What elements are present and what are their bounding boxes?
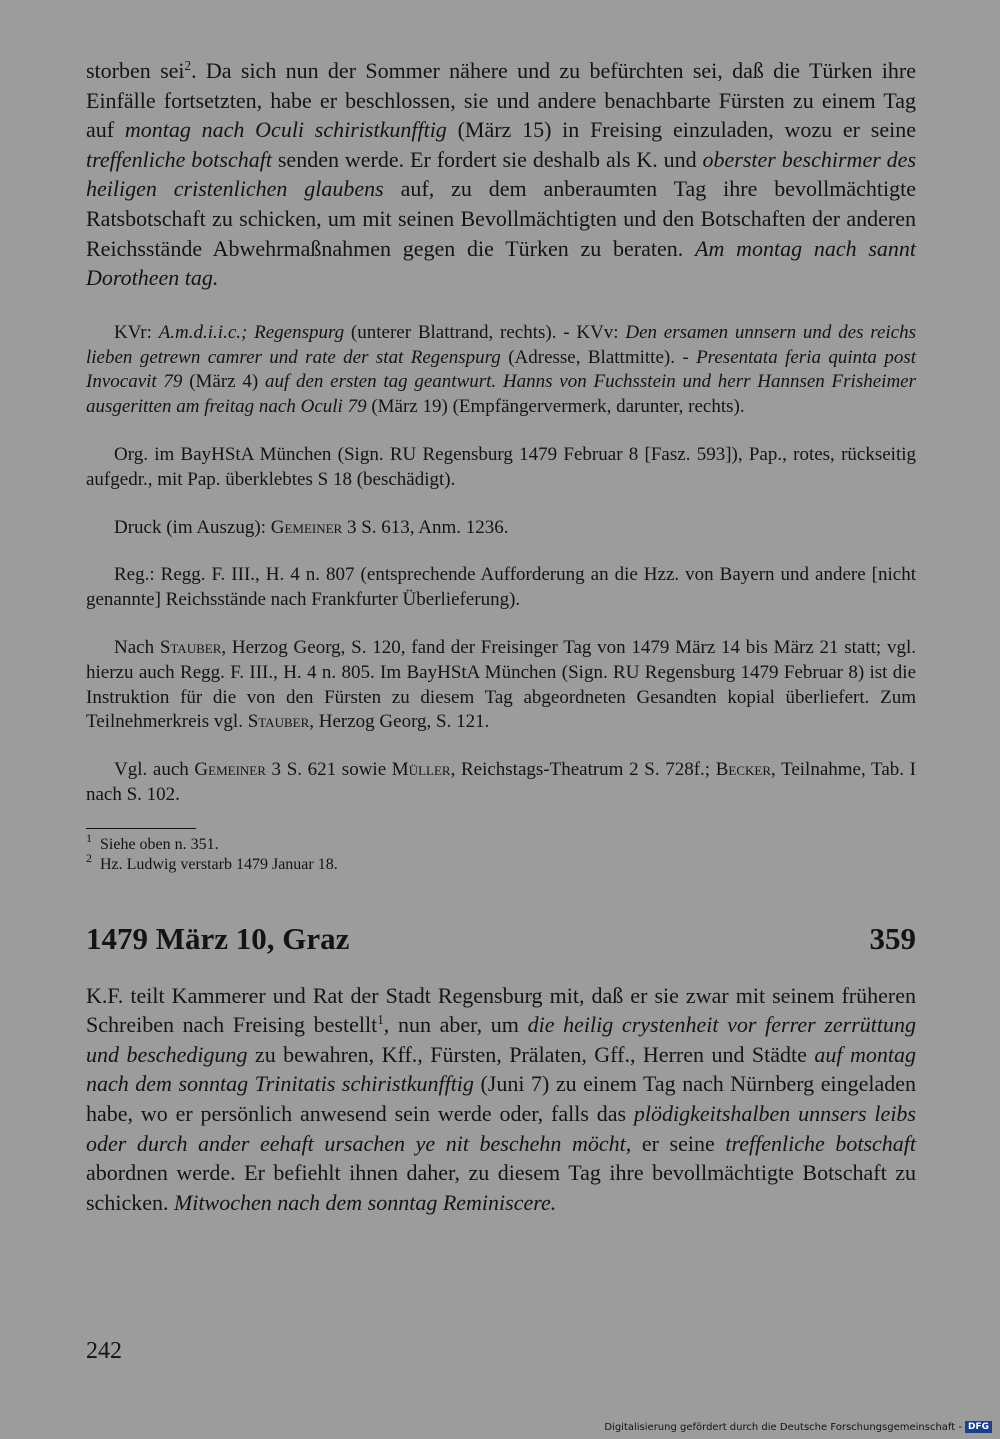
entry-date-place: 1479 März 10, Graz <box>86 920 350 956</box>
regest-note: Reg.: Regg. F. III., H. 4 n. 807 (entsprechende Aufforderung an die Hzz. von Bayern und andere [nicht genannte] Reichsstände nach Frankfurter Überlieferung). <box>86 564 916 611</box>
entry-paragraph: K.F. teilt Kammerer und Rat der Stadt Regensburg mit, daß er sie zwar mit seinem früheren Schreiben nach Freising bestellt$^1$, nun aber, um die heilig crystenheit vor ferrer zerrüttung und beschedigung zu bewahren, Kff., Fürsten, Prälaten, Gff., Herren und Städte auf montag nach dem sonntag Trinitatis schiristkunfftig (Juni 7) zu einem Tag nach Nürnberg eingeladen habe, wo er persönlich anwesend sein werde oder, falls das plödigkeitshalben unnsers leibs oder durch ander eehaft ursachen ye nit beschehn möcht, er seine treffenliche botschaft abordnen werde. Er befiehlt ihnen daher, zu diesem Tag ihre bevollmächtigte Botschaft zu schicken. Mitwochen nach dem sonntag Reminiscere. <box>86 982 917 1215</box>
footer-text: Digitalisierung gefördert durch die Deutsche Forschungsgemeinschaft - <box>604 1421 962 1433</box>
footnote: $^2$ Hz. Ludwig verstarb 1479 Januar 18. <box>86 851 338 873</box>
digitization-footer <box>604 1421 992 1433</box>
footnote: $^1$ Siehe oben n. 351. <box>86 831 219 853</box>
kv-note: KVr: A.m.d.i.i.c.; Regenspurg (unterer Blattrand, rechts). - KVv: Den ersamen unnsern und des reichs lieben getrewn camrer und rate der stat Regenspurg (Adresse, Blattmitte). - Presentata feria quinta post Invocavit 79 (März 4) auf den ersten tag geantwurt. Hanns von Fuchsstein und herr Hannsen Frisheimer ausgeritten am freitag nach Oculi 79 (März 19) (Empfängervermerk, darunter, rechts). <box>86 321 916 418</box>
print-note: Druck (im Auszug): Gemeiner 3 S. 613, Anm. 1236. <box>114 516 509 538</box>
entry-number: 359 <box>869 920 916 956</box>
entry-heading <box>86 921 916 957</box>
comparison-note: Vgl. auch Gemeiner 3 S. 621 sowie Müller, Reichstags-Theatrum 2 S. 728f.; Becker, Teilnahme, Tab. I nach S. 102. <box>86 759 916 805</box>
page-number: 242 <box>86 1338 122 1364</box>
stauber-note: Nach Stauber, Herzog Georg, S. 120, fand der Freisinger Tag von 1479 März 14 bis März 21 statt; vgl. hierzu auch Regg. F. III., H. 4 n. 805. Im BayHStA München (Sign. RU Regensburg 1479 Februar 8) ist die Instruktion für die von den Fürsten zu diesem Tag abgeordneten Gesandten kopial überliefert. Zum Teilnehmerkreis vgl. Stauber, Herzog Georg, S. 121. <box>86 636 916 733</box>
footnote-divider <box>86 828 196 829</box>
dfg-logo: DFG <box>965 1421 992 1433</box>
original-note: Org. im BayHStA München (Sign. RU Regensburg 1479 Februar 8 [Fasz. 593]), Pap., rotes, rückseitig aufgedr., mit Pap. überklebtes S 18 (beschädigt). <box>86 443 916 490</box>
continuation-paragraph: storben sei$^2$. Da sich nun der Sommer nähere und zu befürchten sei, daß die Türken ihre Einfälle fortsetzten, habe er beschlossen, sie und andere benachbarte Fürsten zu einem Tag auf montag nach Oculi schiristkunfftig (März 15) in Freising einzuladen, wozu er seine treffenliche botschaft senden werde. Er fordert sie deshalb als K. und oberster beschirmer des heiligen cristenlichen glaubens auf, zu dem anberaumten Tag ihre bevollmächtigte Ratsbotschaft zu schicken, um mit seinen Bevollmächtigten und den Botschaften der anderen Reichsstände Abwehrmaßnahmen gegen die Türken zu beraten. Am montag nach sannt Dorotheen tag. <box>86 58 917 291</box>
page-content <box>86 56 916 1217</box>
